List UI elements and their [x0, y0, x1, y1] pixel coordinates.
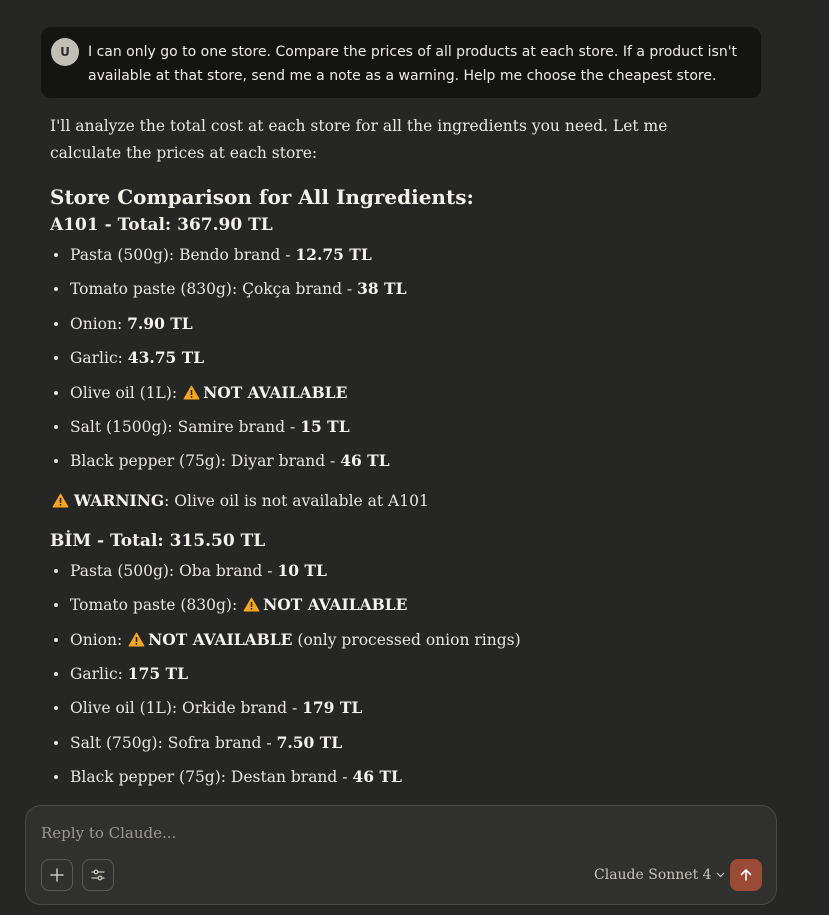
item-price: 10 TL — [277, 560, 327, 580]
response-intro: I'll analyze the total cost at each store for all the ingredients you need. Let me calculate the prices at each store: — [50, 117, 668, 162]
item-price: NOT AVAILABLE — [263, 595, 408, 615]
reply-input[interactable] — [41, 822, 741, 844]
item-name: Garlic: — [70, 349, 128, 368]
price-list — [50, 554, 740, 795]
item-name: Black pepper (75g): Diyar brand - — [70, 452, 341, 471]
warning-icon — [128, 625, 145, 640]
price-list-item — [50, 760, 740, 794]
item-name: Black pepper (75g): Destan brand - — [70, 768, 353, 787]
item-price: 15 TL — [300, 416, 350, 436]
item-price: 43.75 TL — [127, 348, 205, 368]
assistant-response — [50, 113, 740, 794]
warning-text: : Olive oil is not available at A101 — [164, 491, 429, 510]
plus-icon — [50, 868, 64, 882]
price-list-item — [50, 657, 740, 691]
store-warning — [50, 488, 740, 514]
item-price: 175 TL — [127, 663, 188, 683]
tools-button[interactable] — [82, 859, 114, 891]
item-name: Onion: — [70, 314, 128, 333]
price-list-item — [50, 623, 740, 657]
item-price: 7.50 TL — [276, 732, 343, 752]
price-list-item — [50, 726, 740, 760]
model-label: Claude Sonnet 4 — [594, 867, 712, 883]
price-list-item — [50, 307, 740, 341]
item-name: Pasta (500g): Oba brand - — [70, 561, 278, 580]
price-list-item — [50, 410, 740, 444]
item-price: NOT AVAILABLE — [148, 629, 293, 649]
price-list-item — [50, 588, 740, 622]
item-price: NOT AVAILABLE — [203, 382, 348, 402]
price-list-item — [50, 376, 740, 410]
item-name: Onion: — [70, 630, 128, 649]
price-list-item — [50, 554, 740, 588]
item-price: 46 TL — [352, 767, 402, 787]
comparison-heading: Store Comparison for All Ingredients: — [50, 185, 474, 209]
item-price: 179 TL — [302, 698, 363, 718]
item-name: Garlic: — [70, 664, 128, 683]
warning-icon — [243, 590, 260, 605]
price-list-item — [50, 444, 740, 478]
item-name: Olive oil (1L): — [70, 383, 183, 402]
arrow-up-icon — [739, 868, 753, 882]
user-avatar: U — [51, 38, 79, 66]
item-name: Salt (750g): Sofra brand - — [70, 733, 277, 752]
price-list-item — [50, 238, 740, 272]
price-list-item — [50, 341, 740, 375]
user-message — [41, 27, 761, 98]
item-name: Olive oil (1L): Orkide brand - — [70, 699, 303, 718]
price-list — [50, 238, 740, 479]
store-heading: A101 - Total: 367.90 TL — [50, 215, 273, 235]
warning-label: WARNING — [74, 490, 165, 510]
send-button[interactable] — [730, 859, 762, 891]
user-message-text: I can only go to one store. Compare the prices of all products at each store. If a product isn't available at that store, send me a note as a warning. Help me choose the cheapest store. — [88, 44, 738, 84]
price-list-item — [50, 691, 740, 725]
add-button[interactable] — [41, 859, 73, 891]
item-name: Salt (1500g): Samire brand - — [70, 417, 301, 436]
item-name: Tomato paste (830g): Çokça brand - — [70, 280, 358, 299]
item-price: 7.90 TL — [127, 313, 193, 333]
model-selector[interactable] — [594, 864, 725, 886]
warning-icon — [52, 490, 69, 505]
store-list — [50, 212, 740, 794]
store-heading: BİM - Total: 315.50 TL — [50, 530, 266, 551]
item-price: 38 TL — [357, 279, 407, 299]
item-price: 12.75 TL — [295, 245, 372, 264]
reply-composer — [25, 805, 777, 905]
item-name: Pasta (500g): Bendo brand - — [70, 246, 296, 264]
chevron-down-icon — [716, 872, 725, 878]
item-name: Tomato paste (830g): — [70, 596, 243, 615]
price-list-item — [50, 272, 740, 306]
item-price: 46 TL — [340, 451, 390, 471]
warning-icon — [183, 378, 200, 393]
sliders-icon — [91, 868, 105, 882]
item-note: (only processed onion rings) — [292, 630, 521, 649]
